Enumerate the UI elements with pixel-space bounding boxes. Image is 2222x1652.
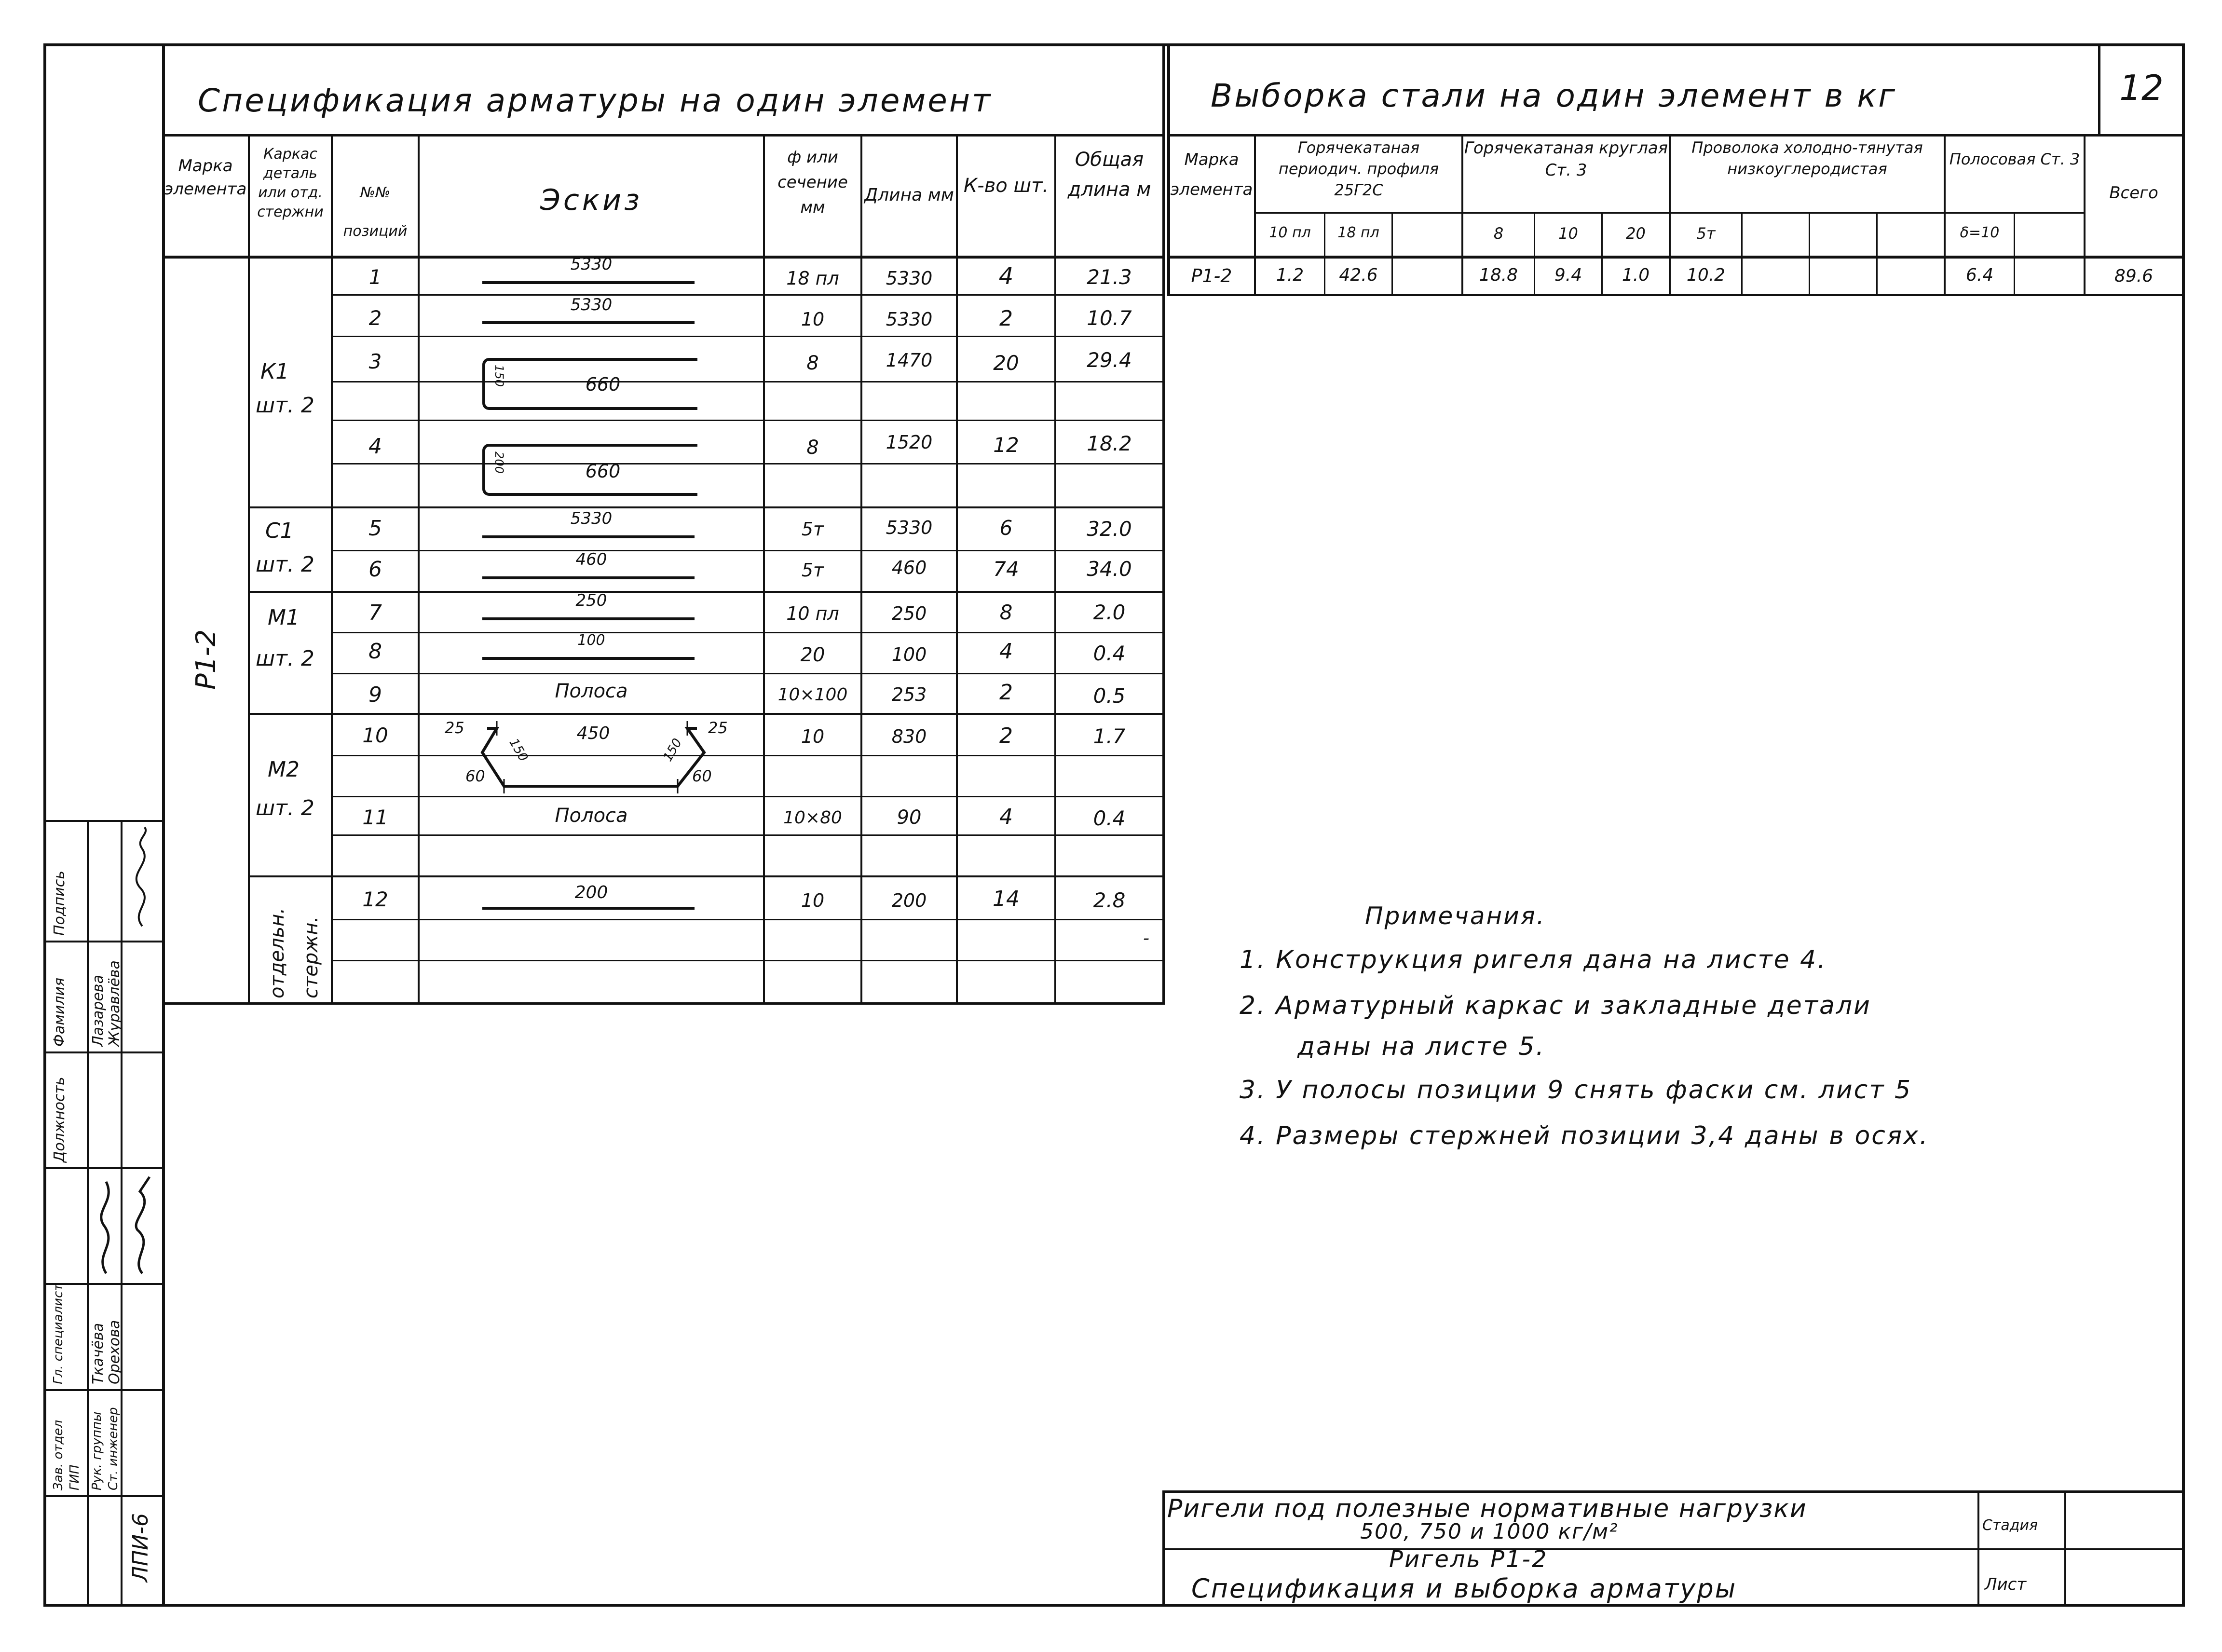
cell-pos: 8 bbox=[368, 639, 382, 664]
sketch-bar bbox=[482, 576, 695, 579]
cell-qty: 2 bbox=[999, 724, 1013, 748]
sketch-dim: 5330 bbox=[570, 509, 613, 528]
cell-length: 5330 bbox=[886, 309, 933, 330]
cell-pos: 1 bbox=[368, 265, 382, 289]
cell-diam: 5т bbox=[801, 560, 824, 581]
sidebar-name: Журавлёва bbox=[106, 960, 123, 1047]
stamp-line2: 500, 750 и 1000 кг/м² bbox=[1360, 1519, 1619, 1544]
steel-cell: 18.8 bbox=[1479, 265, 1518, 285]
cell-length: 200 bbox=[891, 890, 927, 911]
sidebar-role: Гл. специалист bbox=[51, 1283, 66, 1384]
cell-total: 10.7 bbox=[1087, 306, 1132, 330]
cell-length: 1470 bbox=[886, 350, 933, 371]
spec-group-k1-qty: шт. 2 bbox=[256, 393, 314, 418]
cell-qty: 2 bbox=[999, 680, 1013, 705]
spec-header-mark: Марка элемента bbox=[164, 156, 247, 199]
steel-vline bbox=[2014, 212, 2015, 296]
steel-header-g3: Проволока холодно-тянутая низкоуглеродистая bbox=[1691, 138, 1923, 178]
sketch-dim: 450 bbox=[576, 724, 610, 743]
spec-group-sep-4 bbox=[248, 875, 1162, 877]
bent-dim-ld: 150 bbox=[506, 736, 531, 764]
stamp-line1: Ригели под полезные нормативные нагрузки bbox=[1167, 1494, 1807, 1523]
cell-qty: 6 bbox=[999, 516, 1013, 540]
stamp-vline bbox=[2064, 1490, 2066, 1606]
steel-sub: 10 пл bbox=[1269, 224, 1311, 241]
cell-qty: 74 bbox=[993, 557, 1019, 581]
steel-vline bbox=[1741, 212, 1743, 296]
outer-frame-top bbox=[43, 43, 2185, 46]
stamp-line4: Спецификация и выборка арматуры bbox=[1191, 1573, 1737, 1604]
spec-dash: - bbox=[1143, 928, 1149, 948]
spec-header-frame: Каркас деталь или отд. стержни bbox=[257, 146, 324, 220]
sketch-dim: 100 bbox=[577, 632, 605, 649]
note-item: 1. Конструкция ригеля дана на листе 4. bbox=[1240, 945, 1827, 974]
cell-total: 0.4 bbox=[1093, 642, 1126, 665]
steel-sub: 18 пл bbox=[1337, 224, 1379, 241]
notes-title: Примечания. bbox=[1365, 902, 1546, 930]
spec-header-length: Длина мм bbox=[864, 185, 954, 205]
steel-sub: 5т bbox=[1696, 224, 1716, 243]
cell-total: 1.7 bbox=[1093, 724, 1126, 748]
note-item: даны на листе 5. bbox=[1297, 1032, 1545, 1061]
spec-header-sketch: Эскиз bbox=[540, 183, 643, 217]
sidebar-code: ЛПИ-6 bbox=[128, 1513, 153, 1582]
cell-qty: 4 bbox=[999, 639, 1013, 664]
note-item: 4. Размеры стержней позиции 3,4 даны в осях. bbox=[1240, 1121, 1929, 1150]
bent-dim-lb: 60 bbox=[465, 767, 485, 785]
cell-pos: 9 bbox=[368, 683, 382, 707]
sidebar-hline bbox=[46, 1495, 162, 1497]
sketch-bar bbox=[482, 535, 695, 538]
spec-right-border bbox=[1162, 43, 1165, 1005]
cell-pos: 4 bbox=[368, 434, 382, 459]
spec-group-m2: М2 bbox=[268, 757, 300, 782]
cell-total: 18.2 bbox=[1087, 432, 1132, 455]
cell-diam: 10×100 bbox=[777, 685, 848, 705]
spec-header-total: Общая длина м bbox=[1067, 149, 1151, 201]
steel-vline bbox=[1876, 212, 1878, 296]
steel-hline-head-bottom bbox=[1167, 256, 2185, 259]
sidebar-header-role: Должность bbox=[51, 1077, 68, 1162]
steel-cell-total: 89.6 bbox=[2114, 266, 2154, 286]
spec-row-sep bbox=[331, 381, 1162, 382]
spec-group-m1: М1 bbox=[268, 605, 300, 630]
cell-total: 2.0 bbox=[1093, 601, 1126, 624]
outer-frame-left bbox=[43, 43, 46, 1606]
cell-total: 0.4 bbox=[1093, 806, 1126, 830]
cell-length: 250 bbox=[891, 603, 927, 624]
sidebar-header-sign: Подпись bbox=[51, 871, 68, 936]
spec-row-sep bbox=[331, 463, 1162, 464]
stamp-stage-label: Стадия bbox=[1982, 1517, 2038, 1534]
steel-header-g1: Горячекатаная периодич. профиля 25Г2С bbox=[1278, 138, 1439, 199]
sketch-dim: 5330 bbox=[570, 295, 613, 314]
sidebar-role: ГИП bbox=[68, 1464, 82, 1490]
spec-header-pos: №№ позиций bbox=[343, 184, 408, 240]
spec-row-sep bbox=[331, 919, 1162, 920]
steel-header-total: Всего bbox=[2109, 183, 2158, 203]
stamp-vline bbox=[1977, 1490, 1979, 1606]
stamp-top bbox=[1162, 1490, 2185, 1493]
sketch-dim: 200 bbox=[574, 883, 608, 902]
spec-row-sep bbox=[331, 796, 1162, 797]
spec-header-diam: ф или сечение мм bbox=[777, 148, 848, 217]
steel-vline bbox=[1809, 212, 1810, 296]
sketch-bar bbox=[482, 321, 695, 324]
spec-row-sep bbox=[331, 336, 1162, 337]
spec-group-m1-qty: шт. 2 bbox=[256, 646, 314, 671]
bent-dim-rd: 150 bbox=[660, 736, 685, 764]
steel-cell-mark: Р1-2 bbox=[1191, 265, 1232, 287]
cell-diam: 10 пл bbox=[786, 603, 839, 624]
steel-cell: 1.0 bbox=[1622, 265, 1650, 285]
sidebar-role: Рук. группы bbox=[90, 1411, 104, 1490]
inner-frame-left bbox=[162, 43, 165, 1606]
cell-length: 100 bbox=[891, 644, 927, 665]
cell-qty: 4 bbox=[999, 805, 1013, 829]
cell-pos: 6 bbox=[368, 557, 382, 582]
steel-hline-row-bottom bbox=[1167, 294, 2185, 296]
steel-header-mark: Марка элемента bbox=[1170, 150, 1253, 199]
sidebar-top bbox=[46, 820, 162, 822]
cell-qty: 8 bbox=[999, 601, 1013, 624]
spec-title: Спецификация арматуры на один элемент bbox=[198, 82, 993, 119]
cell-total: 21.3 bbox=[1087, 265, 1132, 289]
cell-length: 1520 bbox=[886, 432, 933, 453]
spec-element-mark: Р1-2 bbox=[191, 629, 222, 690]
steel-cell: 42.6 bbox=[1339, 265, 1378, 285]
signature-scribble bbox=[125, 1172, 159, 1278]
sketch-bar bbox=[482, 281, 695, 284]
steel-vline bbox=[1391, 212, 1393, 296]
sketch-dim: 460 bbox=[575, 550, 607, 569]
steel-sub: δ=10 bbox=[1960, 224, 2000, 241]
stamp-sheet-label: Лист bbox=[1985, 1575, 2027, 1594]
cell-length: 253 bbox=[891, 684, 927, 705]
sketch-bar bbox=[482, 657, 695, 660]
cell-qty: 12 bbox=[993, 433, 1019, 457]
sidebar-vline bbox=[87, 820, 89, 1606]
spec-group-c1: С1 bbox=[265, 519, 294, 543]
sidebar-header-name: Фамилия bbox=[51, 977, 68, 1047]
steel-title: Выборка стали на один элемент в кг bbox=[1211, 77, 1897, 114]
steel-header-g4: Полосовая Ст. 3 bbox=[1949, 150, 2080, 168]
sheet-number: 12 bbox=[2119, 68, 2164, 108]
signature-scribble bbox=[125, 825, 159, 931]
sidebar-name: Ткачёва bbox=[90, 1323, 107, 1384]
cell-pos: 11 bbox=[362, 806, 388, 829]
cell-total: 29.4 bbox=[1087, 348, 1132, 372]
spec-vline-1 bbox=[248, 134, 250, 1005]
sidebar-name: Орехова bbox=[106, 1320, 123, 1384]
spec-hline-bottom bbox=[162, 1002, 1165, 1005]
sidebar-hline bbox=[46, 941, 162, 942]
spec-hline-header-top bbox=[162, 134, 1165, 137]
sidebar-role: Ст. инженер bbox=[106, 1407, 121, 1490]
sketch-height: 150 bbox=[492, 365, 506, 387]
cell-qty: 14 bbox=[993, 887, 1020, 911]
spec-row-sep bbox=[331, 960, 1162, 961]
cell-diam: 10 bbox=[801, 890, 825, 911]
stamp-line3: Ригель Р1-2 bbox=[1389, 1546, 1548, 1573]
sketch-dim: 660 bbox=[585, 374, 621, 395]
note-item: 3. У полосы позиции 9 снять фаски см. лист 5 bbox=[1240, 1076, 1912, 1105]
sketch-dim: 660 bbox=[585, 461, 621, 482]
spec-group-sep-1 bbox=[248, 506, 1162, 508]
spec-group-c1-qty: шт. 2 bbox=[256, 552, 314, 577]
sidebar-name: Лазарева bbox=[90, 975, 107, 1047]
steel-cell: 9.4 bbox=[1554, 265, 1582, 285]
steel-hline-top bbox=[1167, 134, 2185, 137]
cell-length: 460 bbox=[891, 557, 927, 578]
cell-pos: 5 bbox=[368, 516, 382, 541]
sketch-bar bbox=[482, 907, 695, 910]
cell-diam: 10 bbox=[801, 726, 825, 747]
cell-length: 830 bbox=[891, 726, 927, 747]
cell-qty: 2 bbox=[999, 306, 1013, 331]
cell-diam: 10 bbox=[801, 309, 825, 330]
sketch-label: Полоса bbox=[555, 680, 628, 702]
steel-sub: 20 bbox=[1626, 224, 1646, 243]
signature-scribble bbox=[92, 1172, 121, 1278]
sidebar-hline bbox=[46, 1389, 162, 1391]
cell-pos: 3 bbox=[368, 350, 382, 373]
sketch-dim: 5330 bbox=[570, 255, 613, 274]
cell-total: 32.0 bbox=[1087, 517, 1132, 541]
outer-frame-bottom bbox=[43, 1604, 2185, 1607]
cell-qty: 20 bbox=[993, 351, 1019, 375]
spec-row-sep bbox=[331, 673, 1162, 674]
cell-pos: 7 bbox=[368, 601, 382, 625]
spec-header-qty: К-во шт. bbox=[963, 175, 1049, 197]
sketch-height: 200 bbox=[492, 451, 506, 474]
cell-length: 5330 bbox=[886, 268, 933, 289]
sidebar-hline bbox=[46, 1167, 162, 1169]
cell-total: 0.5 bbox=[1093, 684, 1126, 708]
outer-frame-right bbox=[2182, 43, 2185, 1606]
cell-diam: 10×80 bbox=[783, 808, 842, 828]
cell-length: 90 bbox=[897, 806, 922, 829]
sidebar-vline bbox=[121, 820, 123, 1606]
spec-group-k1: К1 bbox=[260, 359, 289, 384]
bent-dim-lt: 25 bbox=[445, 719, 464, 737]
spec-row-sep bbox=[331, 420, 1162, 421]
note-item: 2. Арматурный каркас и закладные детали bbox=[1240, 991, 1871, 1020]
stamp-mid bbox=[1162, 1548, 2185, 1550]
spec-group-m2-qty: шт. 2 bbox=[256, 796, 314, 820]
steel-sub: 10 bbox=[1558, 224, 1578, 243]
cell-total: 2.8 bbox=[1093, 888, 1126, 912]
steel-sub: 8 bbox=[1493, 224, 1504, 243]
cell-diam: 8 bbox=[806, 437, 819, 459]
steel-cell: 10.2 bbox=[1686, 265, 1726, 285]
cell-diam: 20 bbox=[800, 644, 825, 666]
cell-diam: 18 пл bbox=[786, 268, 839, 289]
sidebar-role: Зав. отдел bbox=[51, 1420, 66, 1490]
sketch-dim: 250 bbox=[575, 591, 607, 610]
cell-diam: 8 bbox=[806, 352, 819, 374]
cell-pos: 10 bbox=[362, 724, 388, 747]
sidebar-hline bbox=[46, 1051, 162, 1053]
cell-diam: 5т bbox=[801, 519, 824, 540]
steel-header-g2: Горячекатаная круглая Ст. 3 bbox=[1464, 138, 1668, 180]
spec-group-separate: отдельн. стержн. bbox=[266, 907, 322, 998]
bent-dim-rb: 60 bbox=[692, 767, 712, 785]
cell-pos: 12 bbox=[362, 887, 388, 911]
cell-pos: 2 bbox=[368, 306, 382, 330]
cell-total: 34.0 bbox=[1087, 557, 1132, 581]
sketch-label: Полоса bbox=[555, 805, 628, 827]
steel-cell: 6.4 bbox=[1965, 265, 1994, 285]
cell-qty: 4 bbox=[998, 263, 1014, 290]
sketch-bar bbox=[482, 617, 695, 620]
bent-dim-rt: 25 bbox=[708, 719, 728, 737]
cell-length: 5330 bbox=[886, 517, 933, 538]
steel-cell: 1.2 bbox=[1276, 265, 1304, 285]
spec-row-sep bbox=[331, 834, 1162, 836]
